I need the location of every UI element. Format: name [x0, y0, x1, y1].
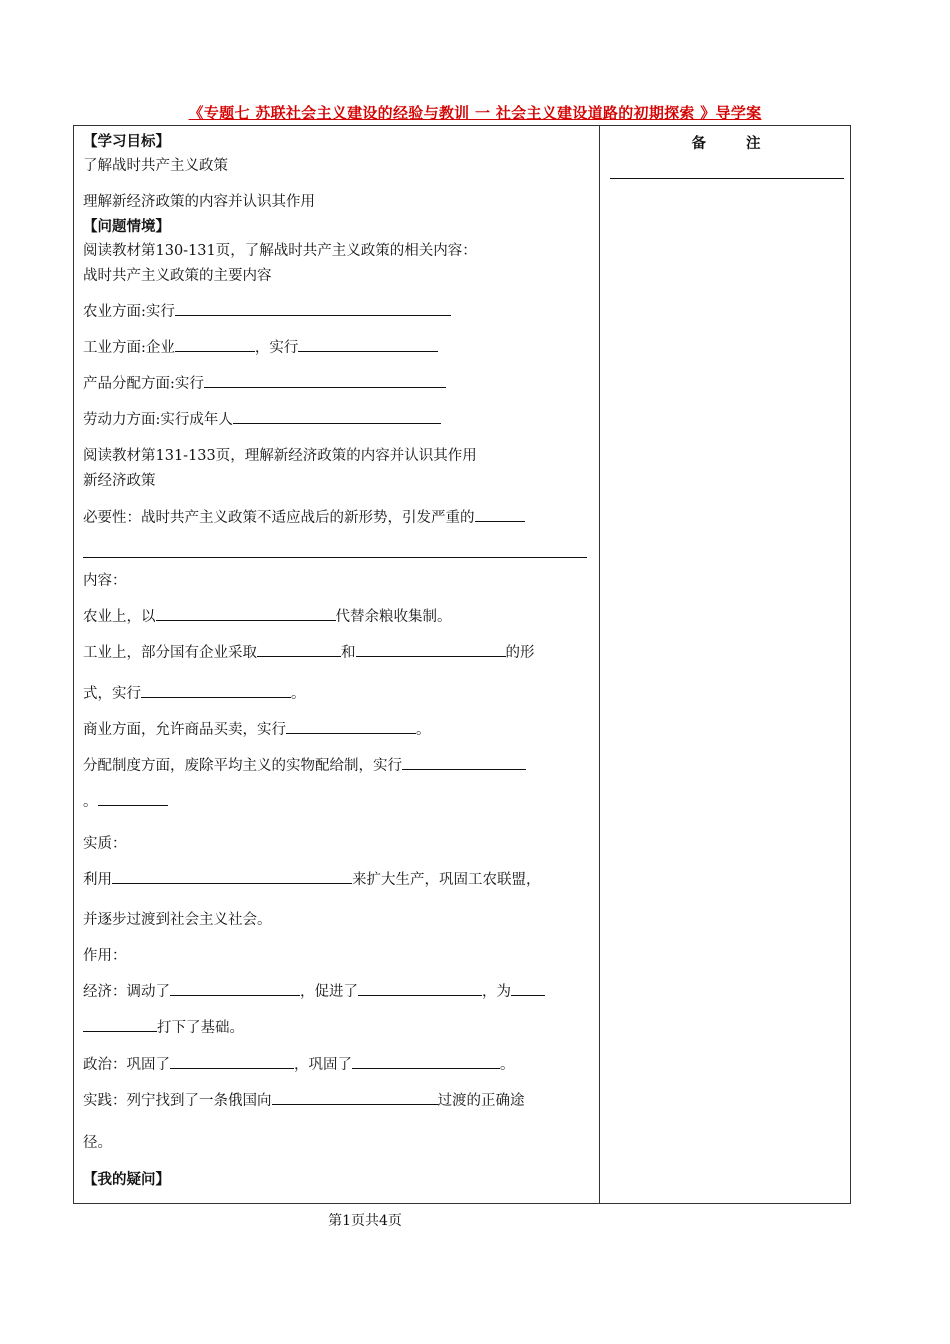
use-line: 利用 来扩大生产，巩固工农联盟，	[83, 868, 541, 889]
distribution-line: 产品分配方面:实行	[83, 372, 446, 393]
fill-blank[interactable]	[298, 337, 438, 352]
politics-line: 政治：巩固了 ，巩固了 。	[83, 1053, 515, 1074]
fill-blank[interactable]	[98, 791, 168, 806]
industry3-line: 式，实行 。	[83, 682, 306, 703]
fill-blank[interactable]	[475, 507, 525, 522]
practice-line-cont: 径。	[83, 1135, 112, 1151]
fill-blank[interactable]	[233, 409, 441, 424]
essence-label: 实质：	[83, 836, 127, 852]
fill-blank[interactable]	[511, 981, 545, 996]
reading-instruction-2: 阅读教材第131-133页，理解新经济政策的内容并认识其作用	[83, 448, 477, 464]
worksheet-table	[73, 125, 851, 1204]
fill-blank[interactable]	[170, 1054, 294, 1069]
fill-blank[interactable]	[175, 337, 255, 352]
reading-instruction-1: 阅读教材第130-131页，了解战时共产主义政策的相关内容：	[83, 243, 477, 259]
labor-line: 劳动力方面:实行成年人	[83, 408, 441, 429]
fill-blank[interactable]	[83, 1017, 157, 1032]
subheading-nep: 新经济政策	[83, 473, 156, 489]
necessity-line: 必要性：战时共产主义政策不适应战后的新形势，引发严重的	[83, 506, 525, 527]
fill-blank[interactable]	[170, 981, 300, 996]
distribution2-line: 分配制度方面，废除平均主义的实物配给制，实行	[83, 754, 526, 775]
notes-rule	[610, 178, 844, 179]
fill-blank[interactable]	[286, 719, 416, 734]
use-line-cont: 并逐步过渡到社会主义社会。	[83, 912, 272, 928]
agri2-line: 农业上，以 代替余粮收集制。	[83, 605, 452, 626]
role-label: 作用：	[83, 948, 127, 964]
fill-blank[interactable]	[156, 606, 336, 621]
economy-line-cont: 打下了基础。	[83, 1016, 244, 1037]
section-heading-questions: 【我的疑问】	[83, 1172, 170, 1188]
fill-blank[interactable]	[272, 1090, 438, 1105]
subheading-war-communism: 战时共产主义政策的主要内容	[83, 268, 272, 284]
goal-2: 理解新经济政策的内容并认识其作用	[83, 194, 315, 210]
content-label: 内容：	[83, 573, 127, 589]
commerce-line: 商业方面，允许商品买卖，实行 。	[83, 718, 431, 739]
column-divider	[599, 126, 600, 1203]
notes-header: 备注	[691, 136, 801, 152]
fill-blank-full-line[interactable]	[83, 557, 587, 558]
fill-blank[interactable]	[402, 755, 526, 770]
fill-blank[interactable]	[204, 373, 446, 388]
industry-line: 工业方面:企业 ，实行	[83, 336, 438, 357]
section-heading-situation: 【问题情境】	[83, 219, 170, 235]
economy-line: 经济：调动了 ，促进了 ，为	[83, 980, 545, 1001]
fill-blank[interactable]	[175, 301, 451, 316]
fill-blank[interactable]	[352, 1054, 500, 1069]
practice-line: 实践：列宁找到了一条俄国向 过渡的正确途	[83, 1089, 525, 1110]
document-title: 《专题七 苏联社会主义建设的经验与教训 一 社会主义建设道路的初期探索 》导学案	[188, 104, 762, 122]
fill-blank[interactable]	[358, 981, 482, 996]
distribution2-cont: 。	[83, 790, 168, 811]
fill-blank[interactable]	[141, 683, 291, 698]
fill-blank[interactable]	[112, 869, 352, 884]
agri-line: 农业方面:实行	[83, 300, 451, 321]
page-footer: 第1页共4页	[328, 1213, 402, 1229]
fill-blank[interactable]	[356, 642, 506, 657]
section-heading-goals: 【学习目标】	[83, 134, 170, 150]
goal-1: 了解战时共产主义政策	[83, 158, 228, 174]
fill-blank[interactable]	[257, 642, 341, 657]
industry2-line: 工业上，部分国有企业采取 和 的形	[83, 641, 535, 662]
